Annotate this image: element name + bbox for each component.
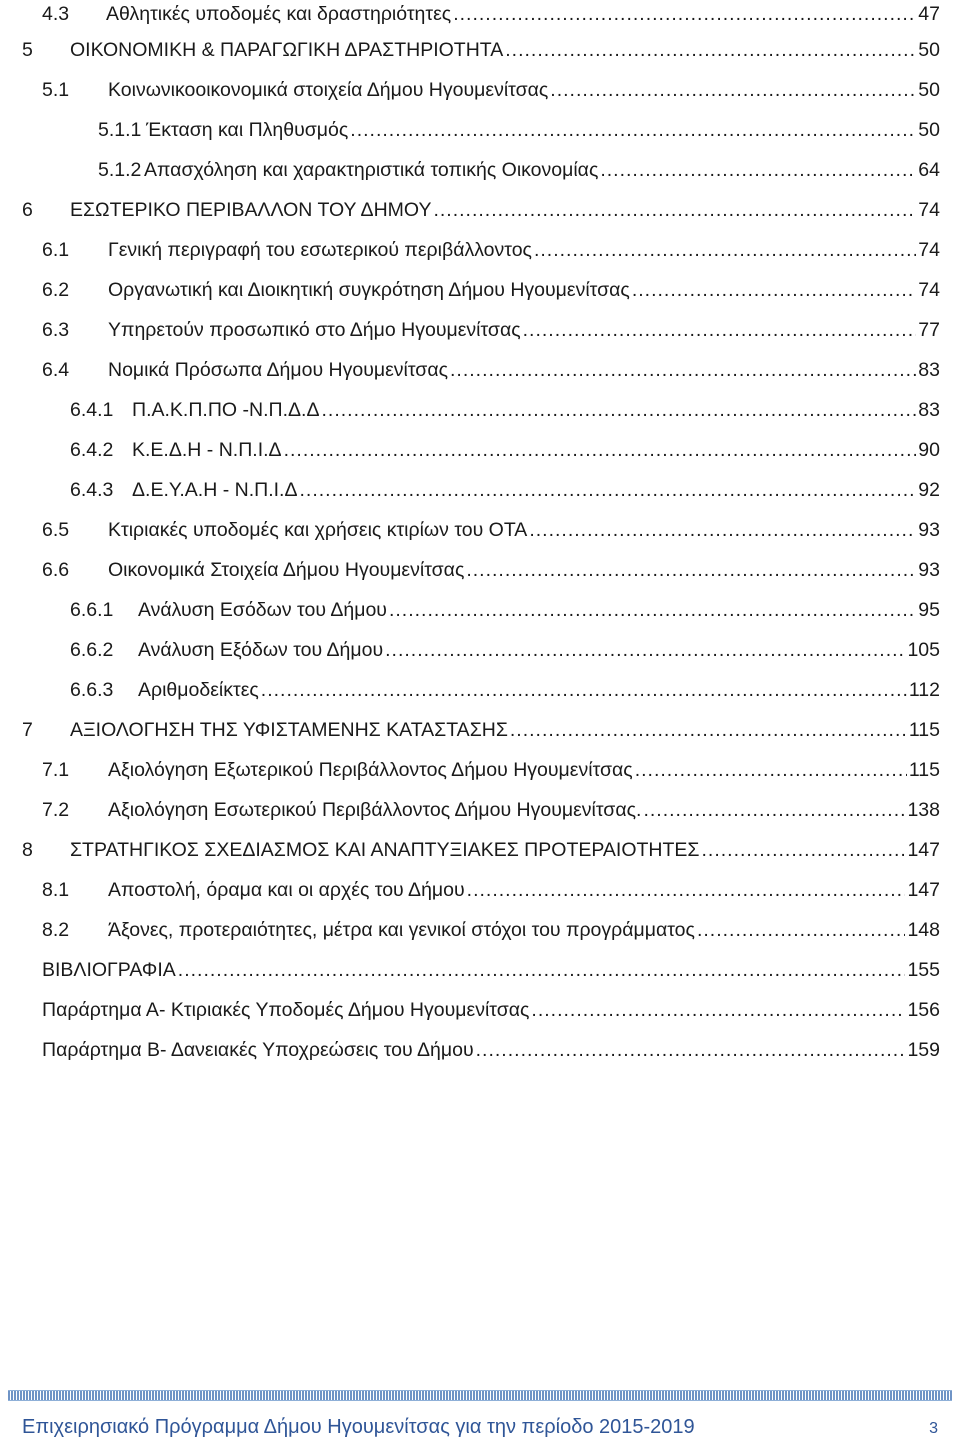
toc-entry-number: 8.2	[42, 919, 70, 941]
toc-entry-number: 5.1.1	[98, 119, 142, 141]
toc-entry[interactable]	[42, 556, 940, 584]
toc-entry-page: 95	[918, 599, 940, 621]
toc-entry-number: 6.4	[42, 359, 70, 381]
toc-entry-page: 93	[918, 559, 940, 581]
toc-entry-title: Γενική περιγραφή του εσωτερικού περιβάλλοντος	[108, 239, 532, 261]
toc-entry-page: 92	[918, 479, 940, 501]
toc-entry-number: 6.5	[42, 519, 70, 541]
toc-entry[interactable]	[42, 276, 940, 304]
toc-entry[interactable]	[42, 956, 940, 984]
toc-leader-dots	[600, 156, 916, 184]
toc-entry-title: Κοινωνικοοικονομικά στοιχεία Δήμου Ηγουμενίτσας	[108, 79, 549, 101]
toc-entry[interactable]	[70, 436, 940, 464]
toc-leader-dots	[321, 396, 916, 424]
toc-leader-dots	[385, 636, 905, 664]
toc-entry[interactable]	[22, 716, 940, 744]
toc-entry-number: 4.3	[42, 3, 70, 25]
toc-entry-title: ΟΙΚΟΝΟΜΙΚΗ & ΠΑΡΑΓΩΓΙΚΗ ΔΡΑΣΤΗΡΙΟΤΗΤΑ	[70, 39, 504, 61]
toc-entry[interactable]	[70, 676, 940, 704]
toc-entry-page: 74	[918, 199, 940, 221]
toc-leader-dots	[529, 516, 916, 544]
toc-entry-page: 64	[918, 159, 940, 181]
toc-leader-dots	[261, 676, 907, 704]
toc-entry-page: 148	[907, 919, 940, 941]
toc-entry-number: 8	[22, 839, 33, 861]
toc-entry-number: 7	[22, 719, 33, 741]
toc-entry-title: Έκταση και Πληθυσμός	[146, 119, 349, 141]
toc-leader-dots	[643, 796, 905, 824]
toc-entry-page: 156	[907, 999, 940, 1021]
toc-entry-page: 115	[908, 719, 940, 741]
toc-entry-title: Κ.Ε.Δ.Η - Ν.Π.Ι.Δ	[132, 439, 282, 461]
toc-leader-dots	[523, 316, 917, 344]
toc-entry-title: ΕΣΩΤΕΡΙΚΟ ΠΕΡΙΒΑΛΛΟΝ ΤΟΥ ΔΗΜΟΥ	[70, 199, 432, 221]
toc-entry[interactable]	[42, 356, 940, 384]
toc-leader-dots	[550, 76, 916, 104]
toc-entry-title: Κτιριακές υποδομές και χρήσεις κτιρίων του ΟΤΑ	[108, 519, 528, 541]
toc-entry-title: Αξιολόγηση Εξωτερικού Περιβάλλοντος Δήμου Ηγουμενίτσας	[108, 759, 633, 781]
toc-entry-title: Ανάλυση Εσόδων του Δήμου	[138, 599, 387, 621]
toc-entry-number: 6.4.3	[70, 479, 114, 501]
toc-entry[interactable]	[70, 596, 940, 624]
toc-leader-dots	[284, 436, 917, 464]
toc-entry[interactable]	[70, 396, 940, 424]
toc-entry-number: 7.2	[42, 799, 70, 821]
toc-leader-dots	[453, 0, 916, 28]
toc-entry-number: 6.4.2	[70, 439, 114, 461]
toc-entry-page: 155	[907, 959, 940, 981]
page-number: 3	[929, 1420, 938, 1437]
toc-entry-title: ΒΙΒΛΙΟΓΡΑΦΙΑ	[42, 959, 176, 981]
toc-entry-title: Αθλητικές υποδομές και δραστηριότητες	[106, 3, 452, 25]
toc-entry-title: Υπηρετούν προσωπικό στο Δήμο Ηγουμενίτσας	[108, 319, 521, 341]
toc-leader-dots	[178, 956, 906, 984]
toc-entry[interactable]	[42, 0, 940, 28]
toc-entry-number: 6.4.1	[70, 399, 114, 421]
toc-entry-number: 6.3	[42, 319, 70, 341]
toc-entry-page: 138	[907, 799, 940, 821]
toc-leader-dots	[534, 236, 916, 264]
toc-leader-dots	[697, 916, 906, 944]
toc-entry[interactable]	[70, 636, 940, 664]
toc-entry-number: 5.1	[42, 79, 70, 101]
toc-entry-title: Παράρτημα Β- Δανειακές Υποχρεώσεις του Δήμου	[42, 1039, 474, 1061]
toc-entry-page: 50	[918, 119, 940, 141]
toc-entry[interactable]	[98, 156, 940, 184]
toc-entry-number: 5.1.2	[98, 159, 142, 181]
toc-leader-dots	[510, 716, 907, 744]
toc-entry[interactable]	[42, 796, 940, 824]
toc-entry-number: 6.6.3	[70, 679, 114, 701]
toc-entry-page: 74	[918, 239, 940, 261]
toc-entry[interactable]	[98, 116, 940, 144]
toc-leader-dots	[531, 996, 905, 1024]
toc-entry-page: 83	[918, 359, 940, 381]
toc-entry-number: 6	[22, 199, 33, 221]
toc-entry-page: 50	[918, 39, 940, 61]
toc-entry-title: Π.Α.Κ.Π.ΠΟ -Ν.Π.Δ.Δ	[132, 399, 320, 421]
toc-leader-dots	[350, 116, 916, 144]
toc-entry-number: 6.2	[42, 279, 70, 301]
toc-entry-title: Οργανωτική και Διοικητική συγκρότηση Δήμου Ηγουμενίτσας	[108, 279, 630, 301]
toc-entry-number: 6.6.1	[70, 599, 114, 621]
toc-entry-title: Αξιολόγηση Εσωτερικού Περιβάλλοντος Δήμου Ηγουμενίτσας.	[108, 799, 642, 821]
toc-leader-dots	[300, 476, 917, 504]
toc-leader-dots	[701, 836, 905, 864]
toc-entry[interactable]	[22, 36, 940, 64]
toc-entry-title: Αριθμοδείκτες	[138, 679, 259, 701]
toc-leader-dots	[635, 756, 907, 784]
toc-entry[interactable]	[42, 756, 940, 784]
toc-entry[interactable]	[42, 76, 940, 104]
toc-entry-page: 93	[918, 519, 940, 541]
toc-entry[interactable]	[42, 316, 940, 344]
toc-entry-title: ΑΞΙΟΛΟΓΗΣΗ ΤΗΣ ΥΦΙΣΤΑΜΕΝΗΣ ΚΑΤΑΣΤΑΣΗΣ	[70, 719, 508, 741]
toc-entry[interactable]	[42, 1036, 940, 1064]
toc-entry-page: 159	[907, 1039, 940, 1061]
toc-leader-dots	[467, 876, 906, 904]
toc-entry-title: Ανάλυση Εξόδων του Δήμου	[138, 639, 384, 661]
toc-entry-page: 90	[918, 439, 940, 461]
toc-entry[interactable]	[42, 916, 940, 944]
toc-entry-title: Άξονες, προτεραιότητες, μέτρα και γενικοί στόχοι του προγράμματος	[108, 919, 695, 941]
toc-entry-page: 112	[908, 679, 940, 701]
toc-entry[interactable]	[42, 236, 940, 264]
toc-entry-number: 6.6	[42, 559, 70, 581]
toc-entry[interactable]	[22, 836, 940, 864]
toc-entry-title: Απασχόληση και χαρακτηριστικά τοπικής Οικονομίας	[144, 159, 599, 181]
toc-leader-dots	[450, 356, 916, 384]
toc-entry[interactable]	[42, 876, 940, 904]
toc-entry-number: 6.6.2	[70, 639, 114, 661]
toc-entry-title: Οικονομικά Στοιχεία Δήμου Ηγουμενίτσας	[108, 559, 465, 581]
toc-entry-number: 6.1	[42, 239, 70, 261]
toc-entry-title: Νομικά Πρόσωπα Δήμου Ηγουμενίτσας	[108, 359, 449, 381]
toc-leader-dots	[632, 276, 916, 304]
toc-entry-page: 74	[918, 279, 940, 301]
toc-leader-dots	[505, 36, 916, 64]
footer-title: Επιχειρησιακό Πρόγραμμα Δήμου Ηγουμενίτσας για την περίοδο 2015-2019	[22, 1416, 695, 1438]
toc-entry-title: ΣΤΡΑΤΗΓΙΚΟΣ ΣΧΕΔΙΑΣΜΟΣ ΚΑΙ ΑΝΑΠΤΥΞΙΑΚΕΣ ΠΡΟΤΕΡΑΙΟΤΗΤΕΣ	[70, 839, 700, 861]
toc-leader-dots	[389, 596, 916, 624]
toc-entry-title: Αποστολή, όραμα και οι αρχές του Δήμου	[108, 879, 465, 901]
toc-entry-page: 83	[918, 399, 940, 421]
toc-entry-page: 147	[907, 879, 940, 901]
toc-leader-dots	[433, 196, 916, 224]
toc-entry-page: 50	[918, 79, 940, 101]
toc-leader-dots	[466, 556, 916, 584]
toc-entry-title: Δ.Ε.Υ.Α.Η - Ν.Π.Ι.Δ	[132, 479, 298, 501]
toc-entry-page: 47	[918, 3, 940, 25]
toc-entry-number: 5	[22, 39, 33, 61]
toc-entry-page: 105	[907, 639, 940, 661]
toc-entry-number: 8.1	[42, 879, 70, 901]
toc-leader-dots	[476, 1036, 906, 1064]
toc-entry[interactable]	[70, 476, 940, 504]
toc-entry-number: 7.1	[42, 759, 70, 781]
toc-entry-page: 77	[918, 319, 940, 341]
toc-entry[interactable]	[22, 196, 940, 224]
toc-entry-page: 115	[908, 759, 940, 781]
toc-entry[interactable]	[42, 516, 940, 544]
toc-entry[interactable]	[42, 996, 940, 1024]
toc-entry-page: 147	[907, 839, 940, 861]
toc-entry-title: Παράρτημα Α- Κτιριακές Υποδομές Δήμου Ηγουμενίτσας	[42, 999, 530, 1021]
footer-divider	[8, 1390, 952, 1401]
